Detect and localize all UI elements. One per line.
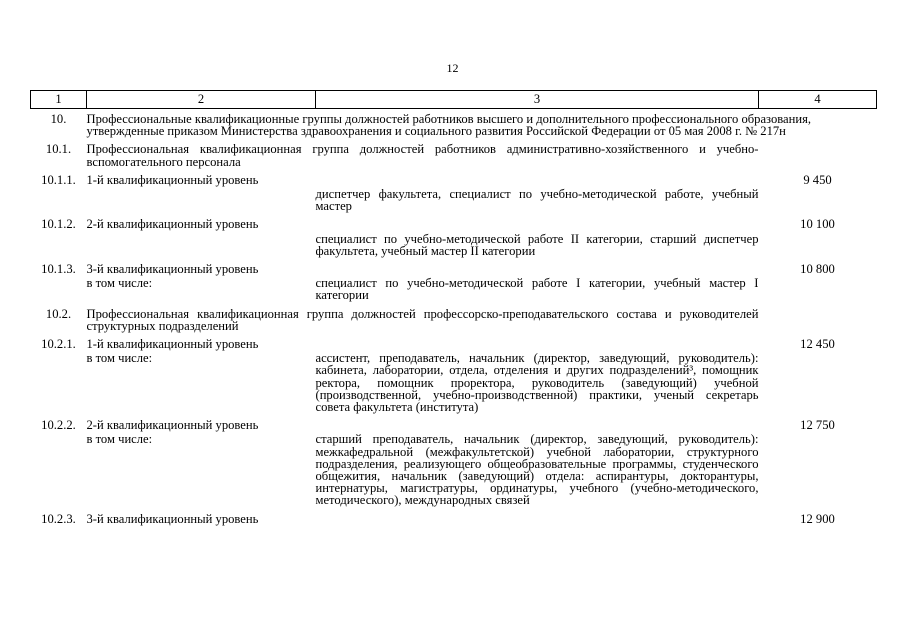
positions-list: старший преподаватель, начальник (директор, заведующий, руководитель): межкафедральной (межфакультетской) учебной лаборатории, структурного подразделения, реализующего общеобразовательные программы, студенческого общежития, начальник (заведующий) отдела: аспирантуры, докторантуры, интернатуры, магистратуры, ординатуры, учебного (учебно-методического, методического), международных связей xyxy=(315,432,759,508)
empty-cell xyxy=(31,275,87,301)
column-header-3: 3 xyxy=(316,91,759,109)
salary-value: 9 450 xyxy=(803,172,832,187)
salary-value: 12 450 xyxy=(800,337,835,352)
empty-cell xyxy=(316,168,759,186)
row-number: 10.1.3. xyxy=(41,262,76,277)
table-header-row xyxy=(31,91,877,109)
positions-list: специалист по учебно-методической работе II категории, старший диспетчер факультета, учебный мастер II категории xyxy=(315,231,759,258)
qualification-level: 3-й квалификационный уровень xyxy=(86,511,259,526)
positions-list: ассистент, преподаватель, начальник (директор, заведующий, руководитель): кабинета, лаборатории, отдела, отделения и других подразделений³, помощник ректора, помощник проректора, руководитель (заведующий) учебной (производственной, учебно-производственной) практики, ученый секретарь совета факультета (института) xyxy=(315,351,759,415)
empty-cell xyxy=(759,275,877,301)
group-title: Профессиональная квалификационная группа должностей работников административно-хозяйственного и учебно-вспомогательного персонала xyxy=(86,142,759,169)
table-row xyxy=(31,413,877,431)
qualification-level: 1-й квалификационный уровень xyxy=(86,172,259,187)
table-row xyxy=(31,109,877,138)
table-row xyxy=(31,168,877,186)
empty-cell xyxy=(316,212,759,230)
column-header-1: 1 xyxy=(31,91,87,109)
salary-value: 10 100 xyxy=(800,217,835,232)
table-row xyxy=(31,350,877,413)
empty-cell xyxy=(759,350,877,413)
row-number: 10.2.3. xyxy=(41,511,76,526)
table-row xyxy=(31,302,877,332)
table-row xyxy=(31,231,877,257)
section-title: Профессиональные квалификационные группы должностей работников высшего и дополнительного профессионального образования, утвержденные приказом Министерства здравоохранения и социального развития Российской Федерации от 05 мая 2008 г. № 217н xyxy=(86,112,812,139)
empty-cell xyxy=(316,257,759,275)
including-label: в том числе: xyxy=(86,351,153,366)
row-number: 10.1.2. xyxy=(41,217,76,232)
column-header-4: 4 xyxy=(759,91,877,109)
table-body xyxy=(31,109,877,525)
table-row xyxy=(31,186,877,212)
empty-cell xyxy=(759,186,877,212)
table-row xyxy=(31,275,877,301)
salary-value: 12 750 xyxy=(800,418,835,433)
empty-cell xyxy=(31,231,87,257)
row-number: 10. xyxy=(50,112,67,126)
qualification-level: 2-й квалификационный уровень xyxy=(86,217,259,232)
qualification-level: 2-й квалификационный уровень xyxy=(86,418,259,433)
empty-cell xyxy=(31,350,87,413)
column-header-2: 2 xyxy=(87,91,316,109)
positions-list: специалист по учебно-методической работе I категории, учебный мастер I категории xyxy=(315,276,759,303)
table-row xyxy=(31,431,877,506)
salary-value: 12 900 xyxy=(800,511,835,526)
empty-cell xyxy=(316,332,759,350)
table-row xyxy=(31,332,877,350)
qualification-level: 3-й квалификационный уровень xyxy=(86,262,259,277)
positions-list: диспетчер факультета, специалист по учебно-методической работе, учебный мастер xyxy=(315,187,759,214)
empty-cell xyxy=(87,231,316,257)
row-number: 10.2.2. xyxy=(41,418,76,433)
empty-cell xyxy=(759,137,877,167)
including-label: в том числе: xyxy=(86,432,153,447)
row-number: 10.2.1. xyxy=(41,337,76,352)
empty-cell xyxy=(316,507,759,525)
table-row xyxy=(31,137,877,167)
page-number: 12 xyxy=(446,61,459,75)
including-label: в том числе: xyxy=(86,276,153,291)
row-number: 10.1.1. xyxy=(41,172,76,187)
salary-table xyxy=(30,90,877,525)
salary-value: 10 800 xyxy=(800,262,835,277)
empty-cell xyxy=(759,431,877,506)
qualification-level: 1-й квалификационный уровень xyxy=(86,337,259,352)
empty-cell xyxy=(316,413,759,431)
row-number: 10.2. xyxy=(45,306,72,321)
table-header xyxy=(31,91,877,109)
empty-cell xyxy=(759,302,877,332)
row-number: 10.1. xyxy=(45,142,72,157)
empty-cell xyxy=(31,431,87,506)
table-row xyxy=(31,212,877,230)
document-body xyxy=(30,90,876,525)
table-row xyxy=(31,507,877,525)
empty-cell xyxy=(759,231,877,257)
group-title: Профессиональная квалификационная группа должностей профессорско-преподавательского состава и руководителей структурных подразделений xyxy=(86,306,759,333)
empty-cell xyxy=(87,186,316,212)
table-row xyxy=(31,257,877,275)
empty-cell xyxy=(31,186,87,212)
